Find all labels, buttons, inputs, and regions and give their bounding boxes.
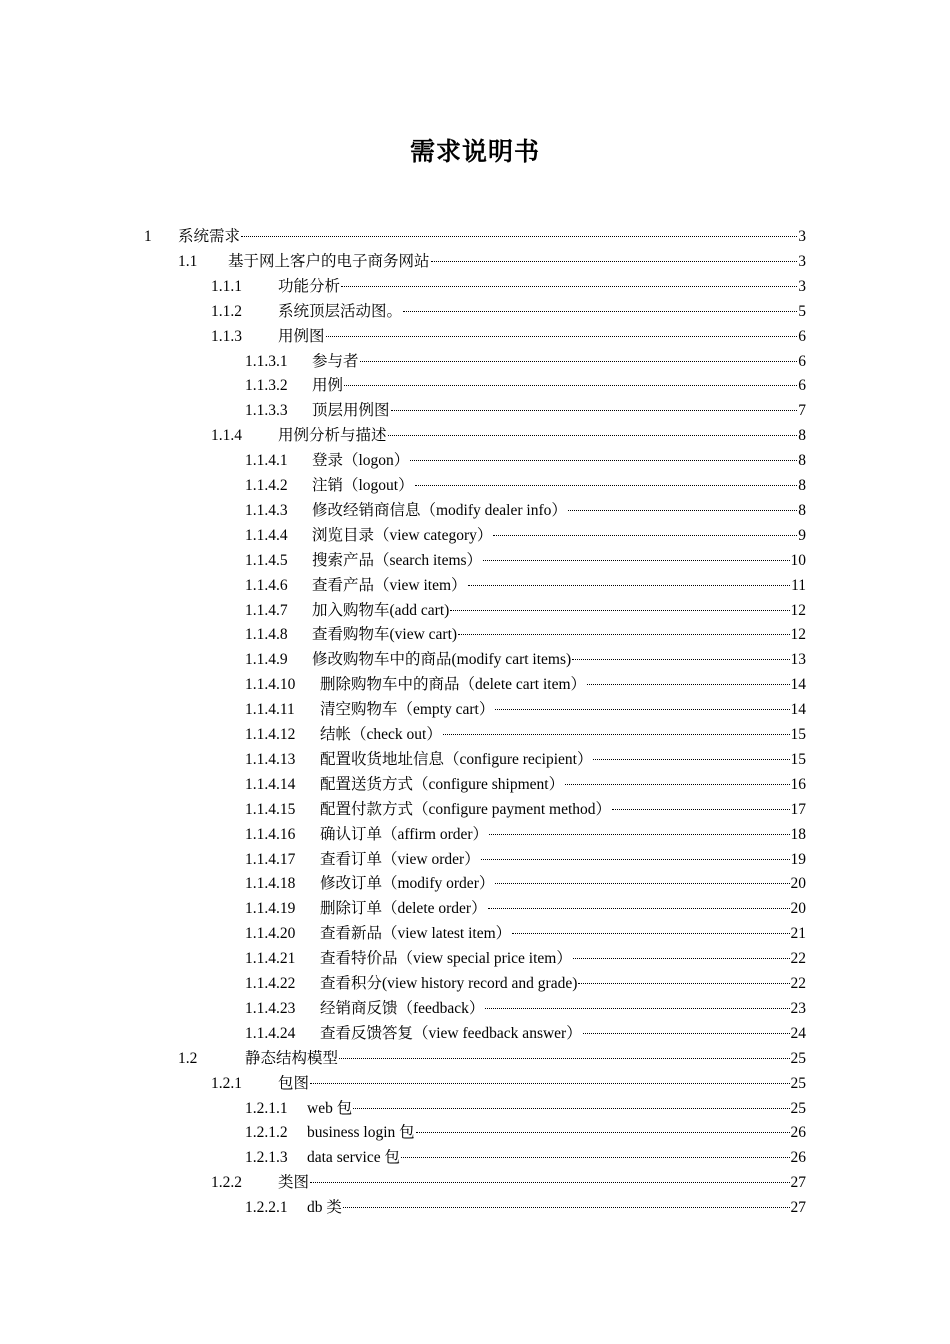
toc-entry[interactable]: [245, 947, 806, 971]
toc-entry-title: 浏览目录（view category）: [312, 526, 493, 544]
toc-entry-number: 1.1.4.4: [245, 526, 288, 544]
toc-entry-title: 修改经销商信息（modify dealer info）: [312, 501, 567, 519]
toc-entry-page-number: 3: [798, 277, 806, 295]
toc-entry-number: 1.1.4.3: [245, 501, 288, 519]
toc-entry-page-number: 15: [790, 750, 806, 768]
dot-leader: [326, 322, 798, 337]
dot-leader: [416, 1118, 790, 1133]
toc-entry[interactable]: [245, 350, 806, 374]
toc-entry-title: 用例: [312, 377, 344, 395]
dot-leader: [485, 994, 789, 1009]
dot-leader: [583, 1019, 790, 1034]
dot-leader: [612, 795, 789, 810]
dot-leader: [443, 720, 790, 735]
toc-entry-title: 查看积分(view history record and grade): [320, 975, 578, 992]
dot-leader: [360, 347, 798, 362]
toc-entry-title: 配置收货地址信息（configure recipient）: [320, 750, 593, 768]
toc-entry-number: 1.1.3.3: [245, 402, 288, 420]
toc-entry-number: 1.1.4.11: [245, 701, 295, 719]
toc-entry-page-number: 15: [790, 726, 806, 743]
toc-entry[interactable]: [245, 823, 806, 847]
toc-entry-title: 用例图: [278, 327, 325, 345]
toc-entry-number: 1.1.4: [211, 427, 242, 445]
toc-entry-title: 结帐（check out）: [320, 726, 442, 743]
toc-entry-title: 配置付款方式（configure payment method）: [320, 800, 612, 818]
dot-leader: [431, 247, 798, 262]
toc-entry-page-number: 19: [790, 850, 806, 868]
toc-entry[interactable]: [245, 922, 806, 946]
toc-entry-title: business login 包: [307, 1124, 415, 1142]
toc-entry[interactable]: [178, 250, 806, 274]
toc-entry-number: 1.1.4.22: [245, 975, 296, 992]
toc-entry[interactable]: [245, 449, 806, 473]
toc-entry-title: 修改订单（modify order）: [320, 875, 495, 893]
toc-entry-title: data service 包: [307, 1149, 400, 1167]
toc-entry-page-number: 6: [798, 327, 806, 345]
toc-entry[interactable]: [245, 374, 806, 398]
toc-entry-title: 搜索产品（search items）: [312, 551, 483, 569]
toc-entry-title: 静态结构模型: [245, 1049, 339, 1067]
toc-entry-page-number: 17: [790, 800, 806, 818]
toc-entry-page-number: 25: [790, 1099, 806, 1117]
dot-leader: [489, 820, 789, 835]
toc-entry[interactable]: [245, 897, 806, 921]
toc-entry-page-number: 27: [790, 1199, 806, 1217]
toc-entry-number: 1: [144, 228, 152, 245]
toc-entry[interactable]: [245, 399, 806, 423]
dot-leader: [488, 894, 790, 909]
dot-leader: [565, 770, 789, 785]
toc-entry[interactable]: [211, 1171, 806, 1195]
toc-entry-number: 1.1: [178, 252, 198, 270]
toc-entry-page-number: 25: [790, 1049, 806, 1067]
toc-entry-title: 加入购物车(add cart): [312, 601, 450, 619]
toc-entry-page-number: 3: [798, 228, 806, 245]
toc-entry-title: 用例分析与描述: [278, 427, 387, 445]
dot-leader: [353, 1094, 789, 1109]
toc-entry[interactable]: [245, 574, 806, 598]
dot-leader: [593, 745, 789, 760]
toc-entry-page-number: 22: [790, 950, 806, 968]
toc-entry-page-number: 13: [790, 651, 806, 669]
toc-entry[interactable]: [245, 872, 806, 896]
toc-entry[interactable]: [245, 599, 806, 623]
toc-entry[interactable]: [245, 673, 806, 697]
toc-entry-page-number: 3: [798, 252, 806, 270]
toc-entry-page-number: 10: [790, 551, 806, 569]
toc-entry-page-number: 8: [798, 501, 806, 519]
toc-entry-page-number: 14: [790, 701, 806, 719]
toc-entry-number: 1.2.2: [211, 1174, 242, 1192]
toc-entry-number: 1.1.4.18: [245, 875, 296, 893]
toc-entry-page-number: 26: [790, 1149, 806, 1167]
toc-entry-number: 1.2.1: [211, 1074, 242, 1092]
toc-entry[interactable]: [245, 1196, 806, 1220]
toc-entry-title: 类图: [278, 1174, 310, 1192]
toc-entry-page-number: 8: [798, 452, 806, 470]
dot-leader: [341, 272, 797, 287]
dot-leader: [344, 371, 797, 386]
toc-entry-page-number: 22: [790, 975, 806, 992]
toc-entry-page-number: 25: [790, 1074, 806, 1092]
dot-leader: [388, 421, 798, 436]
toc-entry[interactable]: [211, 1072, 806, 1096]
toc-entry-number: 1.1.1: [211, 277, 242, 295]
toc-entry-page-number: 6: [798, 377, 806, 395]
toc-entry-number: 1.1.4.2: [245, 477, 288, 494]
toc-entry[interactable]: [211, 424, 806, 448]
toc-entry-title: 系统需求: [178, 228, 241, 245]
toc-entry-page-number: 7: [798, 402, 806, 420]
toc-entry-number: 1.1.4.17: [245, 850, 296, 868]
dot-leader: [572, 645, 789, 660]
toc-entry-title: 注销（logout）: [312, 477, 414, 494]
dot-leader: [310, 1069, 789, 1084]
dot-leader: [310, 1168, 789, 1183]
toc-entry-number: 1.1.4.21: [245, 950, 296, 968]
toc-entry-title: 修改购物车中的商品(modify cart items): [312, 651, 572, 669]
toc-entry-title: 清空购物车（empty cart）: [320, 701, 495, 719]
toc-entry[interactable]: [245, 499, 806, 523]
toc-entry-number: 1.1.3: [211, 327, 242, 345]
toc-entry-page-number: 12: [790, 626, 806, 644]
toc-entry-number: 1.1.2: [211, 302, 242, 320]
toc-entry-page-number: 14: [790, 676, 806, 694]
toc-entry-title: 顶层用例图: [312, 402, 390, 420]
toc-entry-title: 确认订单（affirm order）: [320, 825, 489, 843]
toc-entry-number: 1.2: [178, 1049, 198, 1067]
toc-entry-page-number: 16: [790, 775, 806, 793]
toc-entry-page-number: 11: [791, 576, 806, 594]
toc-entry[interactable]: [178, 1047, 806, 1071]
toc-entry-number: 1.2.1.1: [245, 1099, 288, 1117]
toc-entry-number: 1.1.4.16: [245, 825, 296, 843]
dot-leader: [495, 869, 789, 884]
dot-leader: [339, 1044, 789, 1059]
toc-entry-number: 1.1.3.1: [245, 352, 288, 370]
toc-entry-number: 1.1.4.23: [245, 999, 296, 1017]
toc-entry-number: 1.1.4.24: [245, 1024, 296, 1042]
toc-entry[interactable]: [245, 798, 806, 822]
toc-entry[interactable]: [245, 748, 806, 772]
toc-entry-number: 1.2.2.1: [245, 1199, 288, 1217]
document-title: 需求说明书: [409, 137, 540, 166]
dot-leader: [415, 471, 798, 486]
toc-entry[interactable]: [245, 524, 806, 548]
toc-entry-title: 删除订单（delete order）: [320, 900, 487, 918]
dot-leader: [241, 222, 797, 237]
toc-entry-title: 查看购物车(view cart): [312, 626, 458, 644]
toc-entry-number: 1.1.4.19: [245, 900, 296, 918]
toc-entry-number: 1.1.4.9: [245, 651, 288, 669]
toc-entry-page-number: 26: [790, 1124, 806, 1142]
toc-entry-number: 1.1.4.15: [245, 800, 296, 818]
toc-entry-page-number: 6: [798, 352, 806, 370]
toc-entry-title: db 类: [307, 1199, 342, 1217]
dot-leader: [450, 596, 789, 611]
toc-entry-title: 经销商反馈（feedback）: [320, 999, 485, 1017]
toc-entry-title: 参与者: [312, 352, 359, 370]
toc-entry-page-number: 8: [798, 427, 806, 445]
toc-entry-number: 1.1.4.20: [245, 925, 296, 943]
toc-entry-number: 1.1.4.6: [245, 576, 288, 594]
toc-entry-page-number: 12: [790, 601, 806, 619]
toc-entry-number: 1.1.4.13: [245, 750, 296, 768]
dot-leader: [391, 396, 798, 411]
toc-entry[interactable]: [245, 1022, 806, 1046]
toc-entry-title: 基于网上客户的电子商务网站: [228, 252, 430, 270]
toc-entry-number: 1.2.1.3: [245, 1149, 288, 1167]
toc-entry-number: 1.1.4.14: [245, 775, 296, 793]
dot-leader: [481, 845, 790, 860]
toc-entry-title: 功能分析: [278, 277, 341, 295]
dot-leader: [578, 969, 789, 984]
toc-entry[interactable]: [245, 773, 806, 797]
toc-entry-page-number: 24: [790, 1024, 806, 1042]
toc-entry-number: 1.1.4.12: [245, 726, 296, 743]
dot-leader: [483, 546, 789, 561]
toc-entry-number: 1.1.4.10: [245, 676, 296, 694]
dot-leader: [401, 1143, 790, 1158]
toc-entry[interactable]: [245, 623, 806, 647]
toc-entry[interactable]: [245, 848, 806, 872]
dot-leader: [493, 521, 797, 536]
dot-leader: [343, 1193, 790, 1208]
toc-entry-title: 查看订单（view order）: [320, 850, 480, 868]
toc-entry[interactable]: [245, 698, 806, 722]
dot-leader: [403, 297, 797, 312]
dot-leader: [495, 695, 789, 710]
toc-entry-number: 1.2.1.2: [245, 1124, 288, 1142]
toc-entry-title: 配置送货方式（configure shipment）: [320, 775, 565, 793]
toc-entry-title: 查看产品（view item）: [312, 576, 467, 594]
toc-entry-page-number: 20: [790, 900, 806, 918]
toc-entry-title: web 包: [307, 1099, 353, 1117]
toc-entry[interactable]: [245, 474, 806, 498]
toc-entry-number: 1.1.3.2: [245, 377, 288, 395]
toc-entry-title: 登录（logon）: [312, 452, 410, 470]
dot-leader: [458, 620, 789, 635]
dot-leader: [410, 446, 797, 461]
toc-entry-title: 查看特价品（view special price item）: [320, 950, 572, 968]
dot-leader: [587, 670, 789, 685]
toc-entry-page-number: 21: [790, 925, 806, 943]
toc-entry-page-number: 27: [790, 1174, 806, 1192]
toc-entry-title: 查看新品（view latest item）: [320, 925, 512, 943]
toc-entry-page-number: 5: [798, 302, 806, 320]
toc-entry[interactable]: [211, 325, 806, 349]
toc-entry[interactable]: [245, 1121, 806, 1145]
toc-entry-title: 删除购物车中的商品（delete cart item）: [320, 676, 587, 694]
toc-entry-number: 1.1.4.7: [245, 601, 288, 619]
toc-entry[interactable]: [245, 1146, 806, 1170]
dot-leader: [573, 944, 790, 959]
toc-entry[interactable]: [211, 300, 806, 324]
toc-entry[interactable]: [211, 275, 806, 299]
toc-entry-number: 1.1.4.5: [245, 551, 288, 569]
toc-entry-title: 系统顶层活动图。: [278, 302, 403, 320]
toc-entry-page-number: 8: [798, 477, 806, 494]
toc-entry-page-number: 23: [790, 999, 806, 1017]
toc-entry[interactable]: [245, 723, 806, 747]
toc-entry[interactable]: [245, 648, 806, 672]
dot-leader: [468, 571, 791, 586]
toc-entry-title: 包图: [278, 1074, 310, 1092]
toc-entry[interactable]: [245, 549, 806, 573]
toc-entry-page-number: 9: [798, 526, 806, 544]
toc-entry[interactable]: [245, 1097, 806, 1121]
toc-entry-number: 1.1.4.1: [245, 452, 288, 470]
toc-entry-page-number: 20: [790, 875, 806, 893]
toc-entry[interactable]: [144, 225, 806, 249]
toc-entry[interactable]: [245, 997, 806, 1021]
toc-entry[interactable]: [245, 972, 806, 996]
dot-leader: [568, 496, 797, 511]
toc-entry-number: 1.1.4.8: [245, 626, 288, 644]
dot-leader: [512, 919, 789, 934]
toc-entry-title: 查看反馈答复（view feedback answer）: [320, 1024, 582, 1042]
toc-entry-page-number: 18: [790, 825, 806, 843]
